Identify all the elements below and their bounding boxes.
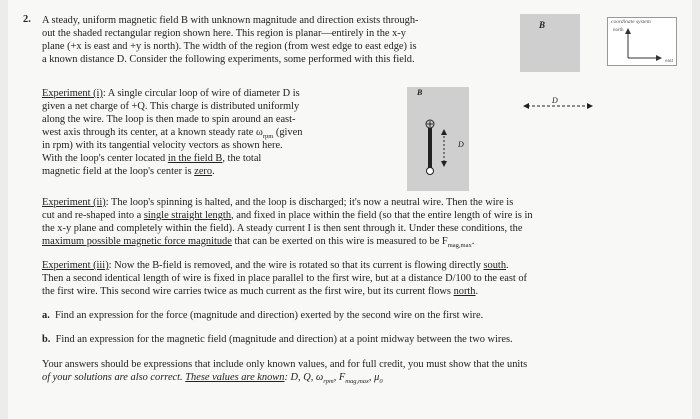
exp2-line-2: cut and re-shaped into a single straight length, and fixed in place within the field (so that the entire length of wire is in [42, 210, 533, 221]
diameter-label: D [458, 140, 464, 149]
question-a: a. Find an expression for the force (magnitude and direction) exerted by the second wire on the first wire. [42, 310, 484, 321]
field-label: B [539, 20, 546, 30]
field-region-diagram [520, 14, 580, 72]
intro-line-1: A steady, uniform magnetic field B with unknown magnitude and direction exists through- [42, 15, 419, 26]
closing-line-1: Your answers should be expressions that include only known values, and for full credit, you must show that the units [42, 359, 528, 370]
east-label: east [665, 59, 673, 64]
exp3-line-3: the first wire. This second wire carries twice as much current as the first wire, but its current flows north. [42, 286, 479, 297]
textbook-page [8, 0, 692, 419]
exp2-line-3: the x-y plane and completely within the field). A steady current I is then sent through it. Under these conditions, the [42, 223, 523, 234]
exp1-line-4: west axis through its center, at a known steady rate $\omega_{rpm}$ (given [42, 127, 303, 140]
intro-line-3: plane (+x is east and +y is north). The width of the region (from west edge to east edge) is [42, 41, 417, 52]
north-label: north [613, 28, 624, 33]
exp1-line-6: With the loop's center located in the field B, the total [42, 153, 262, 164]
axes-icon [608, 18, 676, 65]
coordinate-system-box [607, 17, 677, 66]
exp2-heading: Experiment (ii) [42, 197, 106, 208]
spinning-loop-icon [422, 118, 462, 178]
exp3-line-1: Experiment (iii): Now the B-field is removed, and the wire is rotated so that its current is flowing directly south. [42, 260, 509, 271]
exp1-line-5: in rpm) with its tangential velocity vectors as shown here. [42, 140, 283, 151]
exp2-line-4: maximum possible magnetic force magnitude that can be exerted on this wire is measured to be $F_{mag,max}$. [42, 236, 475, 249]
coordinate-system-title: coordinate system [611, 19, 651, 25]
exp3-line-2: Then a second identical length of wire is fixed in place parallel to the first wire, but at a distance D/100 to the east of [42, 273, 528, 284]
exp1-line-3: along the wire. The loop is then made to spin around an east- [42, 114, 296, 125]
exp2-line-1: Experiment (ii): The loop's spinning is halted, and the loop is discharged; it's now a neutral wire. Then the wire is [42, 197, 514, 208]
exp1-line-2: given a net charge of +Q. This charge is distributed uniformly [42, 101, 300, 112]
intro-line-4: a known distance D. Consider the following experiments, some performed with this field. [42, 54, 415, 65]
exp3-heading: Experiment (iii) [42, 260, 109, 271]
problem-number: 2. [23, 14, 31, 25]
exp1-line-7: magnetic field at the loop's center is zero. [42, 166, 215, 177]
width-d-arrow-icon [523, 101, 593, 111]
question-b: b. Find an expression for the magnetic field (magnitude and direction) at a point midway between the two wires. [42, 334, 513, 345]
exp1-heading: Experiment (i) [42, 88, 103, 99]
width-d-label: D [552, 96, 558, 105]
intro-line-2: out the shaded rectangular region shown here. This region is planar—entirely in the x-y [42, 28, 406, 39]
exp1-line-1: Experiment (i): A single circular loop of wire of diameter D is [42, 88, 300, 99]
field-label-2: B [417, 88, 423, 97]
closing-line-2: of your solutions are also correct. These values are known: D, Q, $\omega_{rpm}$, $F_{mag,max}$, $\mu_0$ [42, 372, 383, 385]
